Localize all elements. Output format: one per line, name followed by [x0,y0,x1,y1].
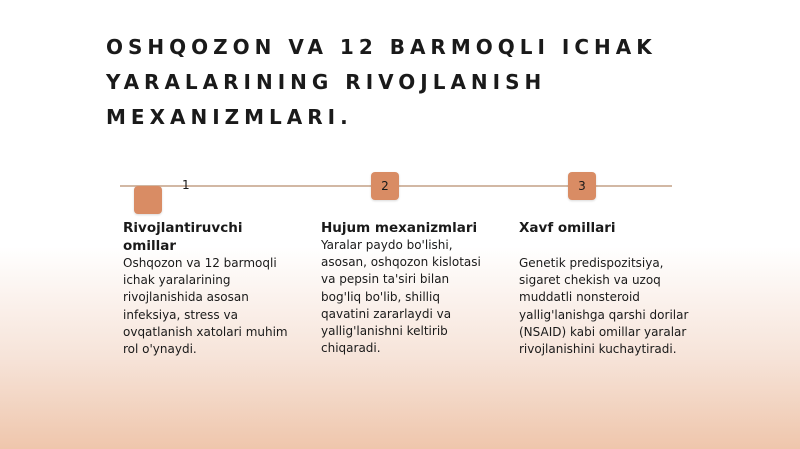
timeline-item-1 [123,219,293,358]
timeline-number-3: 3 [578,179,586,193]
timeline-item-3 [519,219,689,358]
timeline-body-3: Genetik predispozitsiya, sigaret chekish va uzoq muddatli nonsteroid yallig'lanishga qarshi dorilar (NSAID) kabi omillar yaralar rivojlanishini kuchaytiradi. [519,256,689,357]
timeline-marker-2 [371,172,399,200]
timeline-heading-3: Xavf omillari [519,220,616,236]
timeline-number-2: 2 [381,179,389,193]
timeline-number-1: 1 [182,178,190,192]
timeline-heading-1: Rivojlantiruvchi omillar [123,220,243,254]
timeline-marker-3 [568,172,596,200]
timeline-item-2 [321,219,491,357]
slide-title: OSHQOZON VA 12 BARMOQLI ICHAK YARALARINING RIVOJLANISH MEXANIZMLARI. [106,35,657,129]
timeline-body-1: Oshqozon va 12 barmoqli ichak yaralarining rivojlanishida asosan infeksiya, stress va ovqatlanish xatolari muhim rol o'ynaydi. [123,256,288,357]
timeline-heading-2: Hujum mexanizmlari [321,220,478,236]
timeline-marker-1 [134,186,162,214]
timeline-body-2: Yaralar paydo bo'lishi, asosan, oshqozon kislotasi va pepsin ta'siri bilan bog'liq bo'lib, shilliq qavatini zararlaydi va yallig'lanishni keltirib chiqaradi. [321,238,481,356]
